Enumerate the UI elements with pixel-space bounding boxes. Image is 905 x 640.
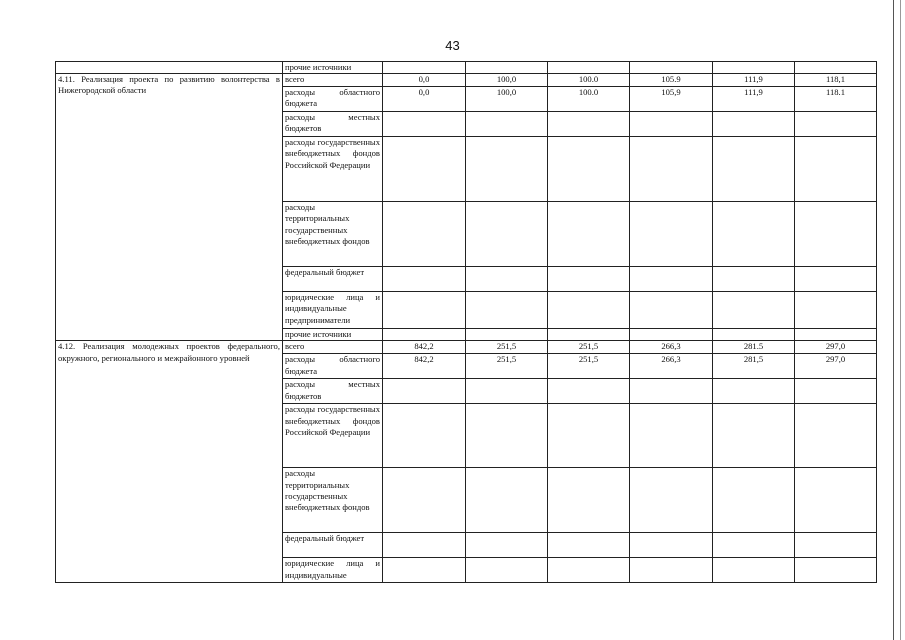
value-cell	[548, 404, 630, 468]
value-cell	[383, 267, 466, 292]
value-cell: 297,0	[795, 341, 877, 354]
value-cell	[466, 292, 548, 329]
value-cell	[383, 292, 466, 329]
value-cell	[383, 404, 466, 468]
value-cell	[795, 558, 877, 583]
page-number: 43	[445, 38, 460, 53]
value-cell	[795, 404, 877, 468]
value-cell: 842,2	[383, 341, 466, 354]
value-cell	[713, 112, 795, 137]
value-cell: 251,5	[466, 354, 548, 379]
budget-table	[55, 61, 877, 583]
value-cell	[630, 329, 713, 341]
source-cell: прочие источники	[283, 329, 383, 341]
value-cell	[548, 137, 630, 202]
source-cell: всего	[283, 341, 383, 354]
value-cell	[795, 379, 877, 404]
value-cell	[383, 379, 466, 404]
value-cell	[466, 404, 548, 468]
source-cell: федеральный бюджет	[283, 267, 383, 292]
value-cell	[383, 202, 466, 267]
value-cell: 266,3	[630, 341, 713, 354]
value-cell	[630, 137, 713, 202]
value-cell: 111,9	[713, 74, 795, 87]
source-cell: расходы территориальных государственных внебюджетных фондов	[283, 202, 383, 267]
value-cell	[383, 62, 466, 74]
value-cell	[466, 112, 548, 137]
value-cell	[383, 329, 466, 341]
value-cell	[630, 62, 713, 74]
source-cell: расходы территориальных государственных внебюджетных фондов	[283, 468, 383, 533]
value-cell: 100,0	[466, 87, 548, 112]
value-cell	[383, 137, 466, 202]
value-cell	[548, 62, 630, 74]
value-cell: 111,9	[713, 87, 795, 112]
value-cell: 297,0	[795, 354, 877, 379]
value-cell: 100,0	[466, 74, 548, 87]
value-cell	[548, 202, 630, 267]
value-cell	[713, 404, 795, 468]
value-cell	[795, 468, 877, 533]
value-cell	[383, 533, 466, 558]
source-cell: расходы государственных внебюджетных фондов Российской Федерации	[283, 404, 383, 468]
value-cell	[795, 112, 877, 137]
value-cell	[795, 533, 877, 558]
value-cell	[548, 379, 630, 404]
value-cell	[383, 112, 466, 137]
value-cell	[383, 558, 466, 583]
value-cell	[713, 267, 795, 292]
value-cell	[466, 533, 548, 558]
value-cell	[795, 202, 877, 267]
value-cell	[630, 292, 713, 329]
value-cell: 100.0	[548, 87, 630, 112]
source-cell: юридические лица и индивидуальные предприниматели	[283, 292, 383, 329]
source-cell: расходы местных бюджетов	[283, 112, 383, 137]
value-cell	[795, 292, 877, 329]
page-edge-line	[893, 0, 894, 640]
table-row	[56, 341, 877, 354]
value-cell	[795, 137, 877, 202]
value-cell: 105,9	[630, 87, 713, 112]
value-cell	[795, 329, 877, 341]
value-cell	[713, 292, 795, 329]
value-cell	[713, 533, 795, 558]
value-cell	[630, 558, 713, 583]
program-cell	[56, 62, 283, 74]
value-cell	[713, 329, 795, 341]
value-cell: 0,0	[383, 87, 466, 112]
value-cell: 281.5	[713, 341, 795, 354]
value-cell: 100.0	[548, 74, 630, 87]
value-cell	[466, 267, 548, 292]
value-cell	[548, 558, 630, 583]
value-cell: 118.1	[795, 87, 877, 112]
value-cell	[630, 379, 713, 404]
source-cell: юридические лица и индивидуальные	[283, 558, 383, 583]
value-cell: 251,5	[466, 341, 548, 354]
source-cell: расходы областного бюджета	[283, 87, 383, 112]
value-cell	[466, 558, 548, 583]
program-cell: 4.12. Реализация молодежных проектов федерального, окружного, регионального и межрайонного уровней	[56, 341, 283, 583]
value-cell	[630, 533, 713, 558]
table-row	[56, 62, 877, 74]
value-cell	[548, 267, 630, 292]
value-cell	[548, 533, 630, 558]
value-cell: 281,5	[713, 354, 795, 379]
value-cell	[630, 112, 713, 137]
source-cell: прочие источники	[283, 62, 383, 74]
program-cell: 4.11. Реализация проекта по развитию волонтерства в Нижегородской области	[56, 74, 283, 341]
source-cell: федеральный бюджет	[283, 533, 383, 558]
value-cell	[466, 468, 548, 533]
value-cell	[466, 379, 548, 404]
value-cell: 251,5	[548, 341, 630, 354]
source-cell: расходы областного бюджета	[283, 354, 383, 379]
value-cell	[630, 202, 713, 267]
source-cell: расходы государственных внебюджетных фондов Российской Федерации	[283, 137, 383, 202]
value-cell	[466, 62, 548, 74]
value-cell	[795, 267, 877, 292]
page-edge-line-outer	[900, 0, 901, 640]
value-cell	[713, 62, 795, 74]
value-cell	[466, 202, 548, 267]
value-cell	[713, 137, 795, 202]
value-cell	[713, 558, 795, 583]
value-cell: 251,5	[548, 354, 630, 379]
value-cell: 0,0	[383, 74, 466, 87]
value-cell	[713, 202, 795, 267]
value-cell: 842,2	[383, 354, 466, 379]
value-cell: 266,3	[630, 354, 713, 379]
value-cell	[713, 468, 795, 533]
value-cell	[630, 468, 713, 533]
value-cell	[630, 404, 713, 468]
value-cell	[548, 329, 630, 341]
table-row	[56, 74, 877, 87]
value-cell: 118,1	[795, 74, 877, 87]
value-cell	[795, 62, 877, 74]
value-cell	[548, 112, 630, 137]
value-cell	[548, 292, 630, 329]
value-cell: 105.9	[630, 74, 713, 87]
value-cell	[630, 267, 713, 292]
value-cell	[548, 468, 630, 533]
value-cell	[383, 468, 466, 533]
value-cell	[466, 137, 548, 202]
value-cell	[466, 329, 548, 341]
source-cell: расходы местных бюджетов	[283, 379, 383, 404]
source-cell: всего	[283, 74, 383, 87]
value-cell	[713, 379, 795, 404]
